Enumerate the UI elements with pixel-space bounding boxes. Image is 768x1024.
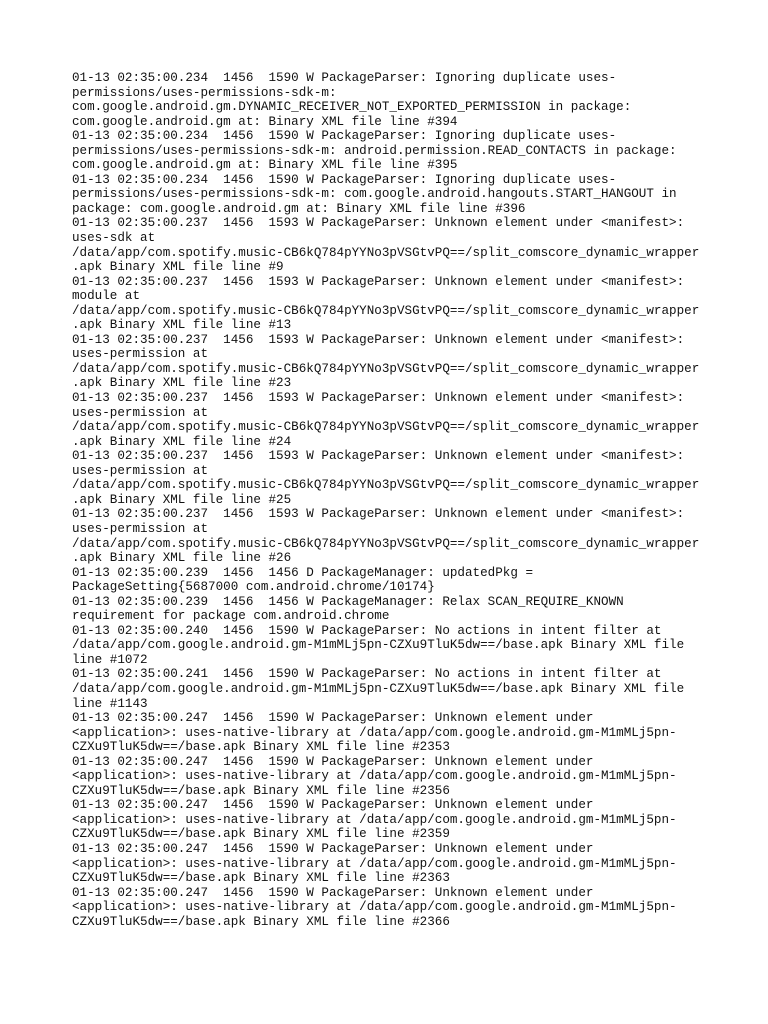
log-line: 01-13 02:35:00.234 1456 1590 W PackageParser: Ignoring duplicate uses- <box>72 71 617 85</box>
log-line: .apk Binary XML file line #25 <box>72 492 292 507</box>
log-line: /data/app/com.spotify.music-CB6kQ784pYYNo3pVSGtvPQ==/split_comscore_dynamic_wrapper <box>72 245 700 260</box>
log-line: requirement for package com.android.chrome <box>72 609 390 624</box>
log-line: 01-13 02:35:00.247 1456 1590 W PackageParser: Unknown element under <box>72 841 594 856</box>
log-line: /data/app/com.spotify.music-CB6kQ784pYYNo3pVSGtvPQ==/split_comscore_dynamic_wrapper <box>72 478 700 493</box>
log-line: 01-13 02:35:00.234 1456 1590 W PackageParser: Ignoring duplicate uses- <box>72 172 617 187</box>
log-line: 01-13 02:35:00.237 1456 1593 W PackageParser: Unknown element under <manifest>: <box>72 216 685 231</box>
log-line: 01-13 02:35:00.237 1456 1593 W PackageParser: Unknown element under <manifest>: <box>72 449 685 464</box>
log-line: line #1143 <box>72 696 148 711</box>
log-line: /data/app/com.spotify.music-CB6kQ784pYYNo3pVSGtvPQ==/split_comscore_dynamic_wrapper <box>72 303 700 318</box>
log-line: 01-13 02:35:00.247 1456 1590 W PackageParser: Unknown element under <box>72 754 594 769</box>
log-line: 01-13 02:35:00.234 1456 1590 W PackageParser: Ignoring duplicate uses- <box>72 129 617 144</box>
log-line: CZXu9TluK5dw==/base.apk Binary XML file line #2359 <box>72 827 450 842</box>
log-line: permissions/uses-permissions-sdk-m: <box>72 85 337 100</box>
log-line: 01-13 02:35:00.239 1456 1456 W PackageManager: Relax SCAN_REQUIRE_KNOWN <box>72 594 624 609</box>
log-line: <application>: uses-native-library at /data/app/com.google.android.gm-M1mMLj5pn- <box>72 856 677 871</box>
log-line: 01-13 02:35:00.237 1456 1593 W PackageParser: Unknown element under <manifest>: <box>72 332 685 347</box>
log-line: CZXu9TluK5dw==/base.apk Binary XML file line #2356 <box>72 783 450 798</box>
log-line: 01-13 02:35:00.247 1456 1590 W PackageParser: Unknown element under <box>72 798 594 813</box>
log-line: CZXu9TluK5dw==/base.apk Binary XML file line #2363 <box>72 871 450 886</box>
log-line: <application>: uses-native-library at /data/app/com.google.android.gm-M1mMLj5pn- <box>72 769 677 784</box>
log-line: .apk Binary XML file line #24 <box>72 434 292 449</box>
log-line: 01-13 02:35:00.247 1456 1590 W PackageParser: Unknown element under <box>72 885 594 900</box>
log-line: package: com.google.android.gm at: Binary XML file line #396 <box>72 201 526 216</box>
log-line: permissions/uses-permissions-sdk-m: com.google.android.hangouts.START_HANGOUT in <box>72 187 677 202</box>
log-line: uses-permission at <box>72 405 209 420</box>
log-line: /data/app/com.spotify.music-CB6kQ784pYYNo3pVSGtvPQ==/split_comscore_dynamic_wrapper <box>72 420 700 435</box>
log-line: 01-13 02:35:00.237 1456 1593 W PackageParser: Unknown element under <manifest>: <box>72 507 685 522</box>
log-line: 01-13 02:35:00.240 1456 1590 W PackageParser: No actions in intent filter at <box>72 623 662 638</box>
log-line: /data/app/com.google.android.gm-M1mMLj5pn-CZXu9TluK5dw==/base.apk Binary XML file <box>72 681 685 696</box>
log-line: 01-13 02:35:00.247 1456 1590 W PackageParser: Unknown element under <box>72 711 594 726</box>
log-line: <application>: uses-native-library at /data/app/com.google.android.gm-M1mMLj5pn- <box>72 725 677 740</box>
log-line: <application>: uses-native-library at /data/app/com.google.android.gm-M1mMLj5pn- <box>72 812 677 827</box>
log-line: <application>: uses-native-library at /data/app/com.google.android.gm-M1mMLj5pn- <box>72 900 677 915</box>
log-line: com.google.android.gm at: Binary XML file line #395 <box>72 158 458 173</box>
log-line: 01-13 02:35:00.239 1456 1456 D PackageManager: updatedPkg = <box>72 565 534 580</box>
log-line: uses-sdk at <box>72 231 156 246</box>
log-document <box>72 71 712 929</box>
log-line: CZXu9TluK5dw==/base.apk Binary XML file line #2353 <box>72 740 450 755</box>
log-line: uses-permission at <box>72 347 209 362</box>
log-line: com.google.android.gm at: Binary XML file line #394 <box>72 114 458 129</box>
log-line: .apk Binary XML file line #13 <box>72 318 292 333</box>
log-line: com.google.android.gm.DYNAMIC_RECEIVER_NOT_EXPORTED_PERMISSION in package: <box>72 100 632 115</box>
log-line: /data/app/com.google.android.gm-M1mMLj5pn-CZXu9TluK5dw==/base.apk Binary XML file <box>72 638 685 653</box>
log-line: .apk Binary XML file line #26 <box>72 551 292 566</box>
log-line: /data/app/com.spotify.music-CB6kQ784pYYNo3pVSGtvPQ==/split_comscore_dynamic_wrapper <box>72 536 700 551</box>
log-line: CZXu9TluK5dw==/base.apk Binary XML file line #2366 <box>72 914 450 929</box>
log-line: permissions/uses-permissions-sdk-m: android.permission.READ_CONTACTS in package: <box>72 143 677 158</box>
log-line: PackageSetting{5687000 com.android.chrome/10174} <box>72 580 435 595</box>
log-line: /data/app/com.spotify.music-CB6kQ784pYYNo3pVSGtvPQ==/split_comscore_dynamic_wrapper <box>72 361 700 376</box>
log-line: uses-permission at <box>72 521 209 536</box>
log-line: 01-13 02:35:00.241 1456 1590 W PackageParser: No actions in intent filter at <box>72 667 662 682</box>
log-line: .apk Binary XML file line #23 <box>72 376 292 391</box>
log-line: uses-permission at <box>72 463 209 478</box>
log-line: 01-13 02:35:00.237 1456 1593 W PackageParser: Unknown element under <manifest>: <box>72 391 685 406</box>
log-line: 01-13 02:35:00.237 1456 1593 W PackageParser: Unknown element under <manifest>: <box>72 274 685 289</box>
log-line: line #1072 <box>72 652 148 667</box>
log-line: module at <box>72 289 141 304</box>
log-line: .apk Binary XML file line #9 <box>72 260 284 275</box>
